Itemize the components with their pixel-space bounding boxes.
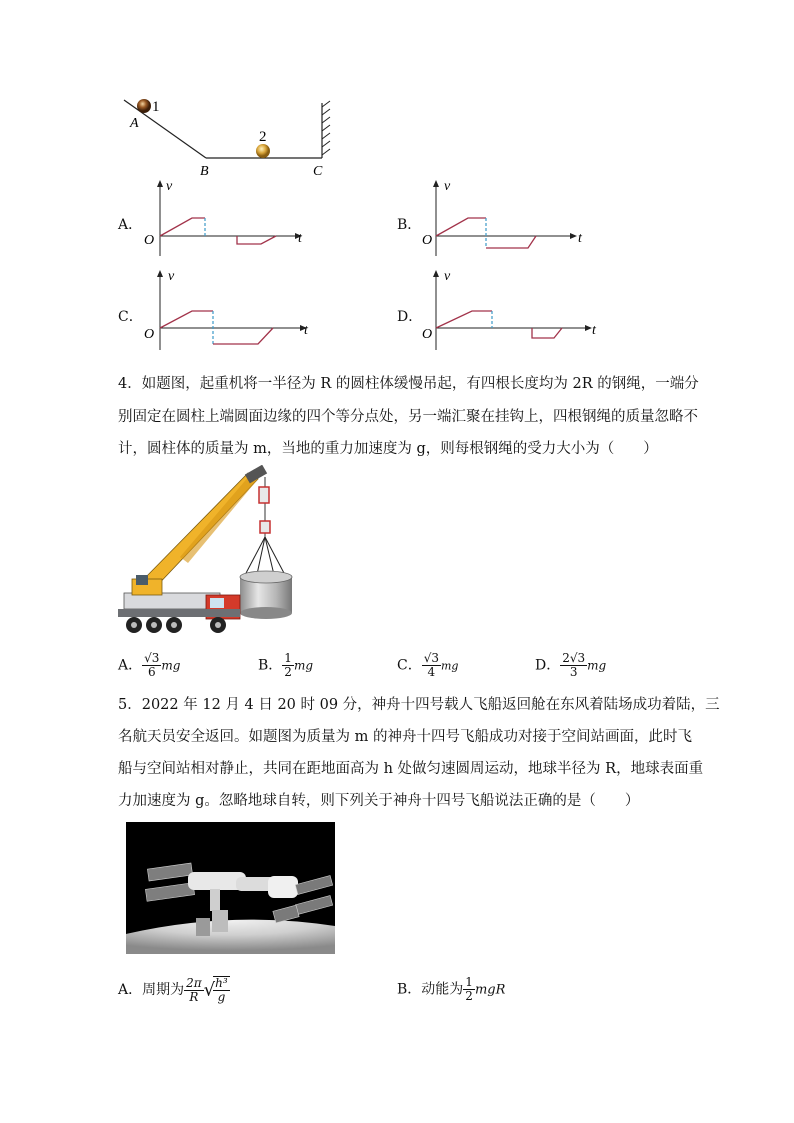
label-A: A [130, 116, 139, 131]
label-B: B [200, 164, 209, 179]
label-ball1: 1 [152, 99, 160, 115]
q4-option-c: C． $\frac{√3}{4}$ mg [397, 651, 459, 679]
svg-text:t: t [298, 231, 302, 246]
space-station-photo [126, 822, 335, 954]
svg-text:t: t [578, 231, 582, 246]
vt-graph-a [142, 178, 312, 258]
q5-option-b: B．动能为 $\frac{1}{2}$ mgR [397, 975, 506, 1003]
svg-text:t: t [304, 323, 308, 338]
q5-line-4: 力加速度为 g。忽略地球自转，则下列关于神舟十四号飞船说法正确的是（ ） [118, 793, 640, 809]
q4-option-d: D． $\frac{2√3}{3}$ mg [535, 651, 607, 679]
q4-line-3: 计，圆柱体的质量为 m，当地的重力加速度为 g，则每根钢绳的受力大小为（ ） [118, 441, 658, 457]
q5-line-1: 5．2022 年 12 月 4 日 20 时 09 分，神舟十四号载人飞船返回舱在东风着陆场成功着陆，三 [118, 697, 720, 713]
svg-text:v: v [444, 269, 451, 284]
graph-d-option-label: D． [397, 309, 423, 325]
vt-graph-d [422, 268, 602, 353]
svg-text:O: O [144, 327, 155, 342]
svg-text:t: t [592, 323, 596, 338]
label-C: C [313, 164, 323, 179]
q4-option-b: B． $\frac{1}{2}$ mg [258, 651, 313, 679]
svg-text:O: O [422, 233, 433, 248]
svg-text:O: O [422, 327, 433, 342]
vt-graph-c [142, 268, 317, 353]
incline-figure [110, 95, 350, 180]
vt-graph-b [422, 178, 592, 258]
svg-text:v: v [168, 269, 175, 284]
q4-line-1: 4．如题图，起重机将一半径为 R 的圆柱体缓慢吊起，有四根长度均为 2R 的钢绳，一端分 [118, 376, 699, 392]
q5-line-3: 船与空间站相对静止，共同在距地面高为 h 处做匀速圆周运动，地球半径为 R，地球表面重 [118, 761, 704, 777]
svg-text:O: O [144, 233, 155, 248]
crane-illustration [118, 465, 298, 640]
graph-c-option-label: C． [118, 309, 143, 325]
label-ball2: 2 [259, 129, 267, 145]
q4-line-2: 别固定在圆柱上端圆面边缘的四个等分点处，另一端汇聚在挂钩上，四根钢绳的质量忽略不 [118, 409, 698, 425]
ball-1 [137, 99, 151, 113]
graph-b-option-label: B． [397, 217, 422, 233]
q4-option-a: A． $\frac{√3}{6}$ mg [118, 651, 181, 679]
q5-line-2: 名航天员安全返回。如题图为质量为 m 的神舟十四号飞船成功对接于空间站画面，此时飞 [118, 729, 692, 745]
ball-2 [256, 144, 270, 158]
graph-a-option-label: A． [118, 217, 143, 233]
svg-text:v: v [444, 179, 451, 194]
svg-text:v: v [166, 179, 173, 194]
q5-option-a: A．周期为 $\frac{2\pi}{R}$ √ $\frac{\text{h³}}{g}$ [118, 975, 228, 1004]
